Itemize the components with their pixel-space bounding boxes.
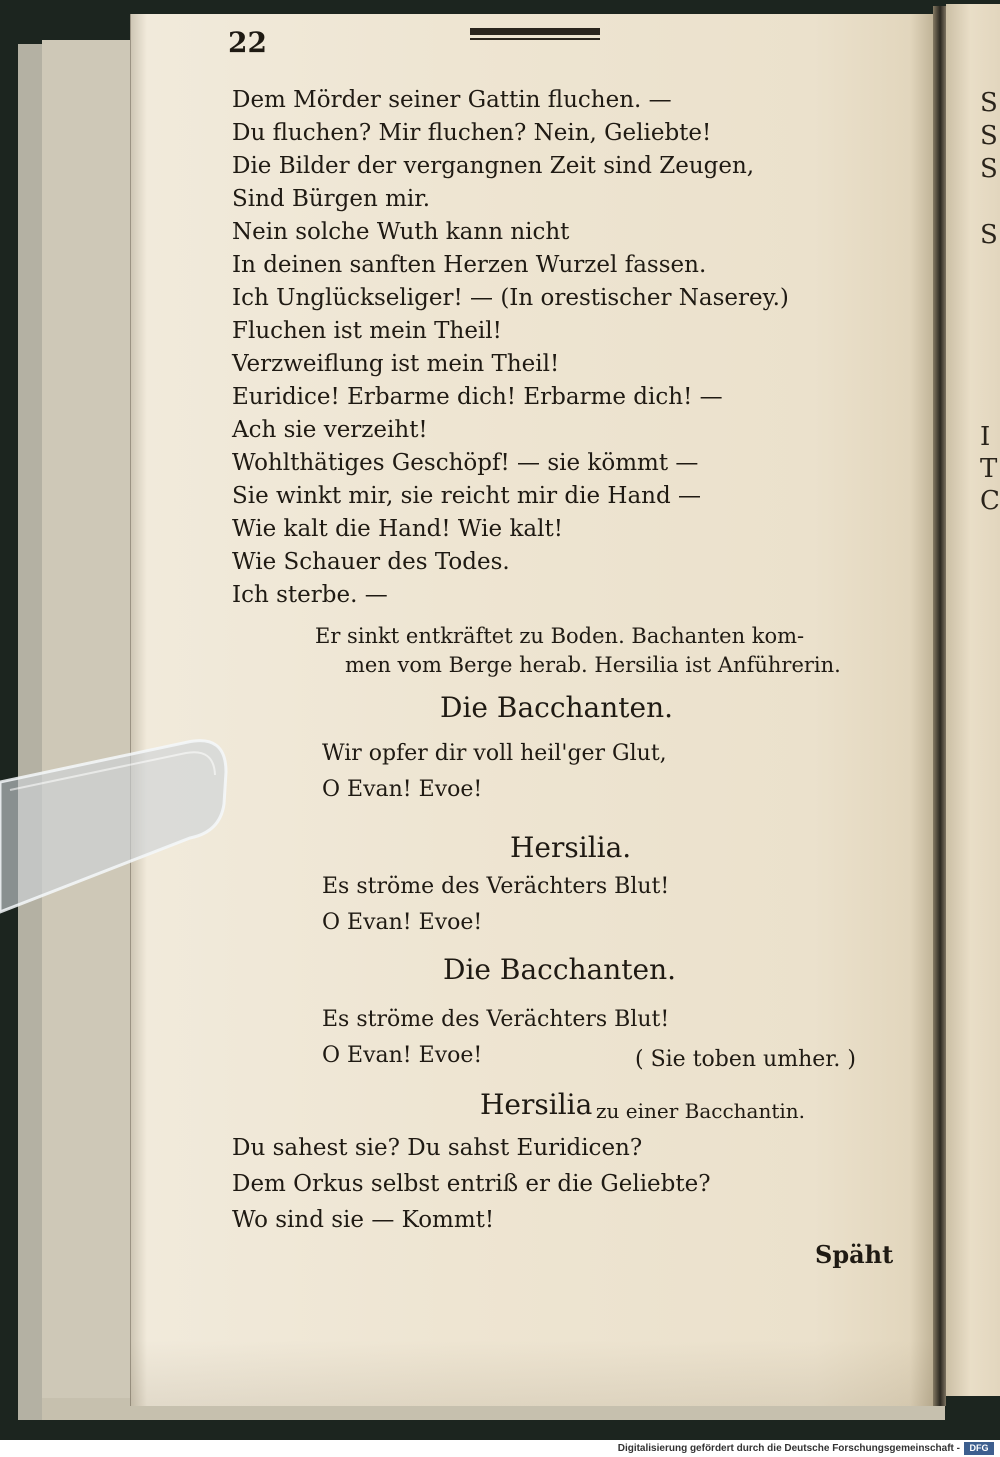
verse-line: Euridice! Erbarme dich! Erbarme dich! —: [232, 384, 723, 410]
verse-line: Ich sterbe. —: [232, 582, 388, 608]
facing-page-fragment: S: [980, 88, 998, 118]
book-gutter: [933, 6, 946, 1406]
facing-page-fragment: S: [980, 121, 998, 151]
header-rule-thick: [470, 28, 600, 35]
chorus-line: Wir opfer dir voll heil'ger Glut,: [322, 741, 667, 766]
verse-line: In deinen sanften Herzen Wurzel fassen.: [232, 252, 707, 278]
facing-page-fragment: C: [980, 486, 1000, 516]
verse-block: [232, 1130, 711, 1238]
speaker-heading: Hersilia: [480, 1088, 593, 1121]
chorus-line: Es ströme des Verächters Blut!: [322, 1007, 670, 1032]
verse-line: Dem Mörder seiner Gattin fluchen. —: [232, 87, 672, 113]
speaker-heading: Die Bacchanten.: [443, 953, 677, 986]
verse-line: Ach sie verzeiht!: [232, 417, 428, 443]
verse-line: Wie kalt die Hand! Wie kalt!: [232, 516, 563, 542]
chorus-line: O Evan! Evoe!: [322, 1043, 483, 1068]
catchword: Späht: [815, 1240, 894, 1269]
verse-line: Dem Orkus selbst entriß er die Geliebte?: [232, 1171, 711, 1197]
verse-line: Du sahest sie? Du sahst Euridicen?: [232, 1135, 643, 1161]
stage-direction-line: Er sinkt entkräftet zu Boden. Bachanten kom-: [315, 624, 805, 648]
verse-line: Wohlthätiges Geschöpf! — sie kömmt —: [232, 450, 699, 476]
verse-line: Sie winkt mir, sie reicht mir die Hand —: [232, 483, 702, 509]
chorus-block: [322, 869, 669, 941]
footer-credit: Digitalisierung gefördert durch die Deutsche Forschungsgemeinschaft -: [617, 1443, 960, 1454]
header-rule-thin: [470, 38, 600, 40]
header-rule: [470, 28, 600, 44]
digitization-footer: [0, 1440, 1000, 1457]
verse-line: Sind Bürgen mir.: [232, 186, 431, 212]
stage-direction-inline: ( Sie toben umher. ): [635, 1047, 856, 1072]
verse-block: [232, 84, 789, 612]
chorus-block: [322, 736, 667, 808]
page-bottom-shade: [130, 1340, 933, 1406]
chorus-line: O Evan! Evoe!: [322, 910, 483, 935]
verse-line: Ich Unglückseliger! — (In orestischer Naserey.): [232, 285, 789, 311]
facing-page-fragment: S: [980, 220, 998, 250]
chorus-line: Es ströme des Verächters Blut!: [322, 874, 670, 899]
facing-page-edge: [946, 4, 1000, 1396]
verse-line: Fluchen ist mein Theil!: [232, 318, 502, 344]
plastic-page-holder: [0, 720, 240, 930]
verse-line: Die Bilder der vergangnen Zeit sind Zeugen,: [232, 153, 755, 179]
page-number: 22: [228, 26, 267, 59]
speaker-heading: Hersilia.: [510, 831, 632, 864]
chorus-block: [322, 1002, 669, 1074]
chorus-line: O Evan! Evoe!: [322, 777, 483, 802]
verse-line: Wo sind sie — Kommt!: [232, 1207, 495, 1233]
verse-line: Nein solche Wuth kann nicht: [232, 219, 570, 245]
facing-page-fragment: I: [980, 422, 991, 452]
stage-direction-line: men vom Berge herab. Hersilia ist Anführerin.: [345, 653, 841, 677]
dfg-logo-icon: DFG: [964, 1442, 994, 1455]
verse-line: Du fluchen? Mir fluchen? Nein, Geliebte!: [232, 120, 712, 146]
verse-line: Verzweiflung ist mein Theil!: [232, 351, 560, 377]
facing-page-fragment: S: [980, 154, 998, 184]
facing-page-fragment: T: [980, 454, 998, 484]
speaker-heading: Die Bacchanten.: [440, 691, 674, 724]
speaker-address: zu einer Bacchantin.: [596, 1099, 806, 1123]
verse-line: Wie Schauer des Todes.: [232, 549, 510, 575]
